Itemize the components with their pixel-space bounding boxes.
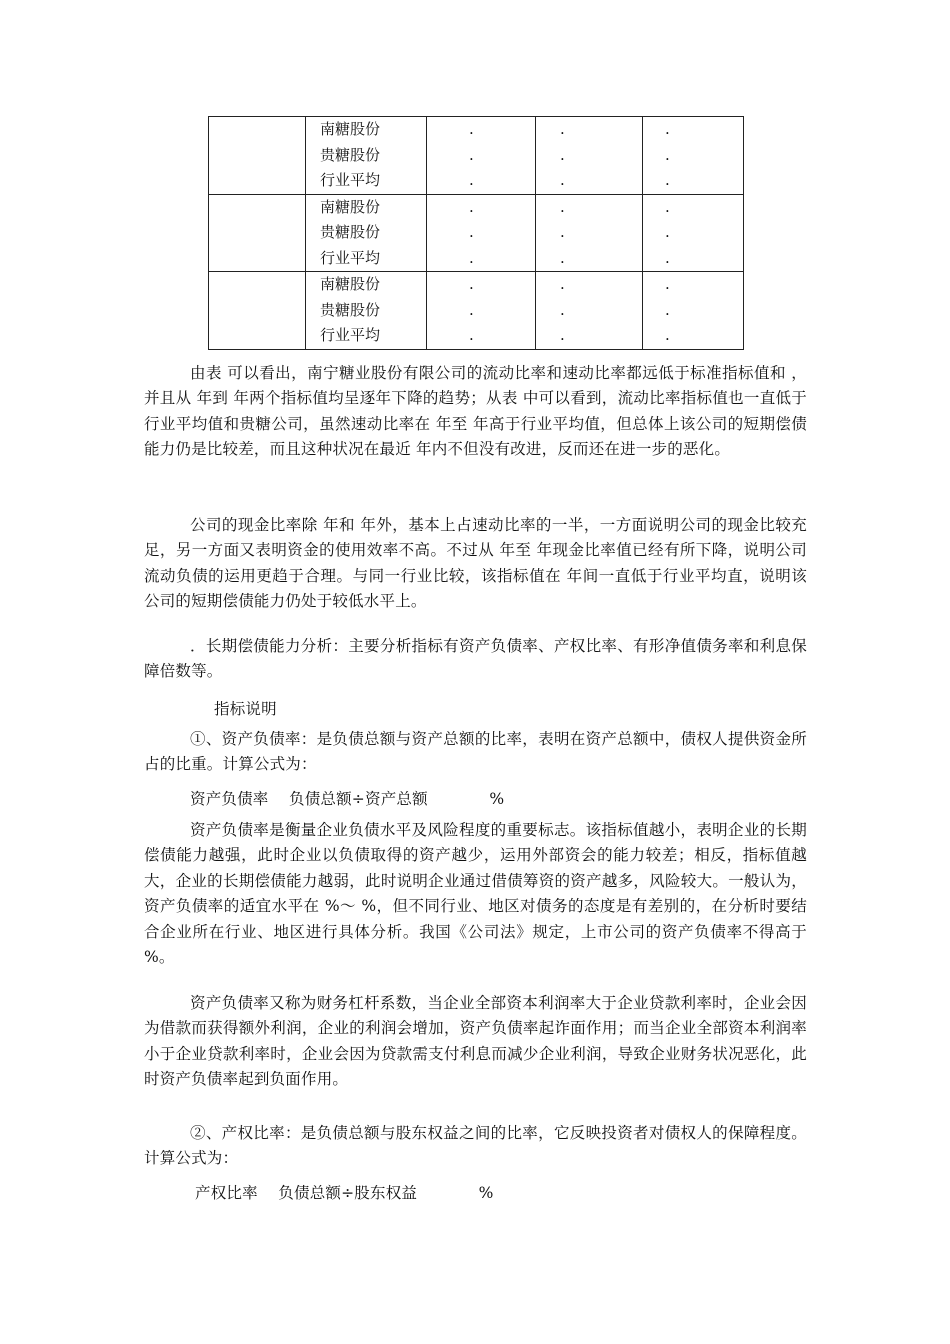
value: . <box>560 326 565 344</box>
paragraph-debt-ratio-meaning: 资产负债率是衡量企业负债水平及风险程度的重要标志。该指标值越小，表明企业的长期偿债能力越强，此时企业以负债取得的资产越少，运用外部资会的能力较差；相反，指标值越大，企业的长期偿债能力越弱，此时说明企业通过借债筹资的资产越多，风险较大。一般认为，资产负债率的适宜水平在 %～ %，但不同行业、地区对债务的态度是有差别的，在分析时要结合企业所在行业、地区进行具体分析。我国《公司法》规定，上市公司的资产负债率不得高于 %。 <box>144 821 807 967</box>
company-name: 贵糖股份 <box>320 300 381 319</box>
value-cell <box>427 272 536 350</box>
value: . <box>469 248 474 267</box>
company-name: 南糖股份 <box>320 120 381 138</box>
paragraph-long-term-solvency: ．长期偿债能力分析：主要分析指标有资产负债率、产权比率、有形净值债务率和利息保障倍数等。 <box>144 637 807 681</box>
value: . <box>665 145 670 164</box>
value: . <box>469 120 474 138</box>
value: . <box>665 197 670 216</box>
company-name: 南糖股份 <box>320 275 381 293</box>
value: . <box>665 300 670 319</box>
value-cell <box>643 272 744 350</box>
value: . <box>469 300 474 319</box>
company-names-cell <box>306 272 427 350</box>
company-name: 行业平均 <box>320 248 381 267</box>
value: . <box>469 145 474 164</box>
company-names-cell <box>306 117 427 195</box>
paragraph-financial-leverage: 资产负债率又称为财务杠杆系数，当企业全部资本利润率大于企业贷款利率时，企业会因为借款而获得额外利润，企业的利润会增加，资产负债率起诈面作用；而当企业全部资本利润率小于企业贷款利率时，企业会因为贷款需支付利息而减少企业利润，导致企业财务状况恶化，此时资产负债率起到负面作用。 <box>144 994 807 1089</box>
value-cell <box>643 117 744 195</box>
value: . <box>665 120 670 138</box>
value-cell <box>536 272 643 350</box>
table-row <box>209 117 744 195</box>
value: . <box>560 120 565 138</box>
value-cell <box>536 117 643 195</box>
formula-equity-ratio: 产权比率 负债总额÷股东权益 % <box>195 1184 494 1202</box>
group-label-cell <box>209 194 306 272</box>
value: . <box>469 275 474 293</box>
paragraph-equity-ratio-definition: ②、产权比率：是负债总额与股东权益之间的比率，它反映投资者对债权人的保障程度。计算公式为： <box>144 1124 807 1168</box>
value: . <box>560 248 565 267</box>
paragraph-cash-ratio: 公司的现金比率除 年和 年外，基本上占速动比率的一半，一方面说明公司的现金比较充足，另一方面又表明资金的使用效率不高。不过从 年至 年现金比率值已经有所下降，说明公司流动负债的运用更趋于合理。与同一行业比较，该指标值在 年间一直低于行业平均直，说明该公司的短期偿债能力仍处于较低水平上。 <box>144 516 807 611</box>
group-label-cell <box>209 117 306 195</box>
paragraph-liquidity-analysis: 由表 可以看出，南宁糖业股份有限公司的流动比率和速动比率都远低于标准指标值和 ，并且从 年到 年两个指标值均呈逐年下降的趋势；从表 中可以看到，流动比率指标值也一直低于行业平均值和贵糖公司，虽然速动比率在 年至 年高于行业平均值，但总体上该公司的短期偿债能力仍是比较差，而且这种状况在最近 年内不但没有改进，反而还在进一步的恶化。 <box>144 364 807 459</box>
value-cell <box>643 194 744 272</box>
table-row <box>209 194 744 272</box>
value-cell <box>427 194 536 272</box>
value: . <box>469 326 474 344</box>
group-label-cell <box>209 272 306 350</box>
company-names-cell <box>306 194 427 272</box>
company-name: 南糖股份 <box>320 197 381 216</box>
value: . <box>560 300 565 319</box>
value: . <box>560 145 565 164</box>
company-name: 行业平均 <box>320 171 381 189</box>
comparison-table <box>208 116 744 350</box>
value: . <box>665 326 670 344</box>
company-name: 行业平均 <box>320 326 381 344</box>
value: . <box>665 275 670 293</box>
value-cell <box>427 117 536 195</box>
value: . <box>469 197 474 216</box>
value: . <box>560 275 565 293</box>
value: . <box>665 248 670 267</box>
value-cell <box>536 194 643 272</box>
value: . <box>469 171 474 189</box>
value: . <box>469 223 474 241</box>
value: . <box>665 171 670 189</box>
value: . <box>560 223 565 241</box>
paragraph-debt-ratio-definition: ①、资产负债率：是负债总额与资产总额的比率，表明在资产总额中，债权人提供资金所占的比重。计算公式为： <box>144 730 807 774</box>
table-row <box>209 272 744 350</box>
company-name: 贵糖股份 <box>320 223 381 241</box>
formula-debt-ratio: 资产负债率 负债总额÷资产总额 % <box>190 790 505 808</box>
value: . <box>665 223 670 241</box>
value: . <box>560 171 565 189</box>
value: . <box>560 197 565 216</box>
company-name: 贵糖股份 <box>320 145 381 164</box>
indicator-heading: 指标说明 <box>214 700 277 718</box>
